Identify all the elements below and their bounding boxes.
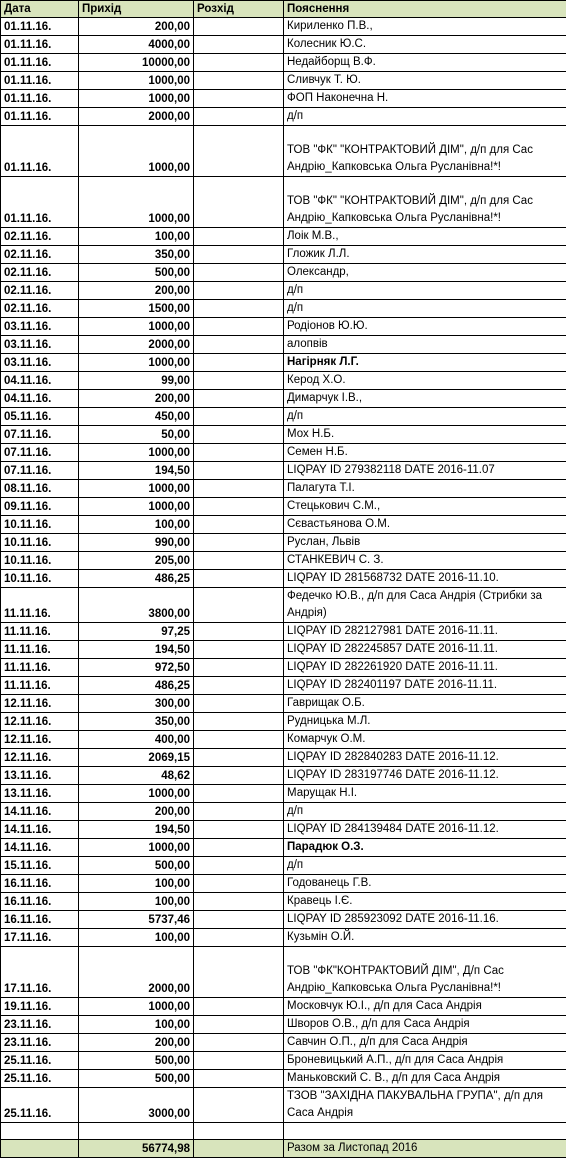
- income-cell: 500,00: [79, 1052, 194, 1070]
- expense-cell: [194, 785, 284, 803]
- date-cell: 03.11.16.: [1, 336, 79, 354]
- expense-cell: [194, 821, 284, 839]
- date-cell: 11.11.16.: [1, 588, 79, 623]
- date-cell: 09.11.16.: [1, 498, 79, 516]
- income-cell: 1000,00: [79, 444, 194, 462]
- note-cell: Родіонов Ю.Ю.: [284, 318, 566, 336]
- date-cell: 07.11.16.: [1, 426, 79, 444]
- table-row: [1, 408, 566, 426]
- note-cell: Димарчук І.В.,: [284, 390, 566, 408]
- note-cell: Олександр,: [284, 264, 566, 282]
- date-cell: 16.11.16.: [1, 911, 79, 929]
- income-cell: 1000,00: [79, 90, 194, 108]
- note-cell: Броневицький А.П., д/п для Саса Андрія: [284, 1052, 566, 1070]
- income-cell: 2000,00: [79, 336, 194, 354]
- expense-cell: [194, 570, 284, 588]
- table-row: [1, 929, 566, 947]
- note-cell: LIQPAY ID 282127981 DATE 2016-11.11.: [284, 623, 566, 641]
- note-cell: LIQPAY ID 284139484 DATE 2016-11.12.: [284, 821, 566, 839]
- header-income: Прихід: [79, 1, 194, 18]
- income-cell: 2000,00: [79, 947, 194, 998]
- expense-cell: [194, 623, 284, 641]
- table-row: [1, 570, 566, 588]
- expense-cell: [194, 516, 284, 534]
- date-cell: 01.11.16.: [1, 126, 79, 177]
- expense-cell: [194, 336, 284, 354]
- income-cell: 200,00: [79, 18, 194, 36]
- table-row: [1, 1070, 566, 1088]
- table-row: [1, 72, 566, 90]
- date-cell: 14.11.16.: [1, 821, 79, 839]
- note-cell: Савчин О.П., д/п для Саса Андрія: [284, 1034, 566, 1052]
- income-cell: 4000,00: [79, 36, 194, 54]
- income-cell: 205,00: [79, 552, 194, 570]
- table-row: [1, 659, 566, 677]
- expense-cell: [194, 228, 284, 246]
- table-row: [1, 641, 566, 659]
- note-cell: Стецькович С.М.,: [284, 498, 566, 516]
- table-row: [1, 677, 566, 695]
- expense-cell: [194, 695, 284, 713]
- date-cell: 05.11.16.: [1, 408, 79, 426]
- expense-cell: [194, 803, 284, 821]
- expense-cell: [194, 126, 284, 177]
- table-row: [1, 246, 566, 264]
- empty-row: [1, 1123, 566, 1140]
- note-cell: LIQPAY ID 281568732 DATE 2016-11.10.: [284, 570, 566, 588]
- income-cell: 300,00: [79, 695, 194, 713]
- date-cell: 03.11.16.: [1, 354, 79, 372]
- note-cell: д/п: [284, 282, 566, 300]
- income-cell: 100,00: [79, 929, 194, 947]
- date-cell: 16.11.16.: [1, 893, 79, 911]
- date-cell: 12.11.16.: [1, 695, 79, 713]
- date-cell: 10.11.16.: [1, 516, 79, 534]
- date-cell: 17.11.16.: [1, 929, 79, 947]
- table-row: [1, 1016, 566, 1034]
- income-cell: 500,00: [79, 1070, 194, 1088]
- note-cell: Рудницька М.Л.: [284, 713, 566, 731]
- note-cell: д/п: [284, 803, 566, 821]
- ledger-body: [1, 18, 566, 1123]
- date-cell: 01.11.16.: [1, 90, 79, 108]
- table-row: [1, 749, 566, 767]
- income-cell: 1000,00: [79, 498, 194, 516]
- date-cell: 01.11.16.: [1, 72, 79, 90]
- expense-cell: [194, 767, 284, 785]
- date-cell: 13.11.16.: [1, 767, 79, 785]
- header-date: Дата: [1, 1, 79, 18]
- note-cell: Недайборщ В.Ф.: [284, 54, 566, 72]
- date-cell: 12.11.16.: [1, 749, 79, 767]
- expense-cell: [194, 893, 284, 911]
- table-row: [1, 108, 566, 126]
- note-cell: LIQPAY ID 282401197 DATE 2016-11.11.: [284, 677, 566, 695]
- expense-cell: [194, 408, 284, 426]
- date-cell: 02.11.16.: [1, 282, 79, 300]
- note-cell: LIQPAY ID 282245857 DATE 2016-11.11.: [284, 641, 566, 659]
- date-cell: 25.11.16.: [1, 1070, 79, 1088]
- expense-cell: [194, 354, 284, 372]
- note-cell: алопвів: [284, 336, 566, 354]
- date-cell: 01.11.16.: [1, 177, 79, 228]
- table-row: [1, 126, 566, 177]
- note-cell: Кириленко П.В.,: [284, 18, 566, 36]
- table-row: [1, 264, 566, 282]
- date-cell: 12.11.16.: [1, 713, 79, 731]
- income-cell: 100,00: [79, 1016, 194, 1034]
- expense-cell: [194, 731, 284, 749]
- income-cell: 486,25: [79, 677, 194, 695]
- income-cell: 1000,00: [79, 177, 194, 228]
- note-cell: LIQPAY ID 283197746 DATE 2016-11.12.: [284, 767, 566, 785]
- note-cell: Колесник Ю.С.: [284, 36, 566, 54]
- table-row: [1, 1034, 566, 1052]
- total-date-cell: [1, 1140, 79, 1158]
- date-cell: 01.11.16.: [1, 36, 79, 54]
- income-cell: 200,00: [79, 803, 194, 821]
- note-cell: ТЗОВ "ЗАХІДНА ПАКУВАЛЬНА ГРУПА", д/п для Саса Андрія: [284, 1088, 566, 1123]
- income-cell: 100,00: [79, 893, 194, 911]
- expense-cell: [194, 677, 284, 695]
- table-row: [1, 177, 566, 228]
- note-cell: Парадюк О.З.: [284, 839, 566, 857]
- table-row: [1, 498, 566, 516]
- income-cell: 1000,00: [79, 480, 194, 498]
- income-cell: 100,00: [79, 516, 194, 534]
- note-cell: д/п: [284, 300, 566, 318]
- date-cell: 23.11.16.: [1, 1034, 79, 1052]
- table-row: [1, 893, 566, 911]
- note-cell: Керод Х.О.: [284, 372, 566, 390]
- income-cell: 99,00: [79, 372, 194, 390]
- expense-cell: [194, 659, 284, 677]
- income-cell: 1000,00: [79, 126, 194, 177]
- note-cell: Кравець І.Є.: [284, 893, 566, 911]
- note-cell: Комарчук О.М.: [284, 731, 566, 749]
- note-cell: Сєвастьянова О.М.: [284, 516, 566, 534]
- income-cell: 194,50: [79, 641, 194, 659]
- expense-cell: [194, 498, 284, 516]
- table-row: [1, 1088, 566, 1123]
- income-cell: 450,00: [79, 408, 194, 426]
- expense-cell: [194, 264, 284, 282]
- note-cell: LIQPAY ID 282261920 DATE 2016-11.11.: [284, 659, 566, 677]
- note-cell: д/п: [284, 857, 566, 875]
- note-cell: LIQPAY ID 285923092 DATE 2016-11.16.: [284, 911, 566, 929]
- expense-cell: [194, 177, 284, 228]
- date-cell: 02.11.16.: [1, 228, 79, 246]
- expense-cell: [194, 1016, 284, 1034]
- expense-cell: [194, 911, 284, 929]
- income-cell: 48,62: [79, 767, 194, 785]
- table-row: [1, 354, 566, 372]
- date-cell: 01.11.16.: [1, 54, 79, 72]
- note-cell: Мох Н.Б.: [284, 426, 566, 444]
- date-cell: 13.11.16.: [1, 785, 79, 803]
- table-row: [1, 90, 566, 108]
- date-cell: 01.11.16.: [1, 108, 79, 126]
- header-row: [1, 1, 566, 18]
- note-cell: ТОВ "ФК" "КОНТРАКТОВИЙ ДІМ", д/п для Сас Андрію_Капковська Ольга Русланівна!*!: [284, 126, 566, 177]
- expense-cell: [194, 713, 284, 731]
- note-cell: ФОП Наконечна Н.: [284, 90, 566, 108]
- date-cell: 10.11.16.: [1, 534, 79, 552]
- table-row: [1, 839, 566, 857]
- empty-cell: [194, 1123, 284, 1140]
- income-cell: 350,00: [79, 246, 194, 264]
- income-cell: 350,00: [79, 713, 194, 731]
- table-row: [1, 998, 566, 1016]
- expense-cell: [194, 318, 284, 336]
- table-row: [1, 390, 566, 408]
- empty-cell: [284, 1123, 566, 1140]
- date-cell: 17.11.16.: [1, 947, 79, 998]
- total-expense-cell: [194, 1140, 284, 1158]
- table-row: [1, 426, 566, 444]
- date-cell: 02.11.16.: [1, 300, 79, 318]
- income-cell: 5737,46: [79, 911, 194, 929]
- table-row: [1, 516, 566, 534]
- table-row: [1, 1052, 566, 1070]
- table-row: [1, 300, 566, 318]
- expense-cell: [194, 282, 284, 300]
- income-cell: 200,00: [79, 1034, 194, 1052]
- table-row: [1, 18, 566, 36]
- income-cell: 194,50: [79, 821, 194, 839]
- expense-cell: [194, 998, 284, 1016]
- note-cell: Семен Н.Б.: [284, 444, 566, 462]
- expense-cell: [194, 90, 284, 108]
- expense-cell: [194, 54, 284, 72]
- income-cell: 500,00: [79, 264, 194, 282]
- table-row: [1, 803, 566, 821]
- expense-cell: [194, 72, 284, 90]
- table-row: [1, 821, 566, 839]
- table-row: [1, 588, 566, 623]
- income-cell: 972,50: [79, 659, 194, 677]
- note-cell: ТОВ "ФК" "КОНТРАКТОВИЙ ДІМ", д/п для Сас Андрію_Капковська Ольга Русланівна!*!: [284, 177, 566, 228]
- income-cell: 1000,00: [79, 72, 194, 90]
- date-cell: 07.11.16.: [1, 444, 79, 462]
- expense-cell: [194, 857, 284, 875]
- expense-cell: [194, 947, 284, 998]
- total-row: [1, 1140, 566, 1158]
- date-cell: 08.11.16.: [1, 480, 79, 498]
- note-cell: Годованець Г.В.: [284, 875, 566, 893]
- date-cell: 02.11.16.: [1, 246, 79, 264]
- note-cell: LIQPAY ID 279382118 DATE 2016-11.07: [284, 462, 566, 480]
- income-cell: 500,00: [79, 857, 194, 875]
- date-cell: 07.11.16.: [1, 462, 79, 480]
- note-cell: д/п: [284, 408, 566, 426]
- date-cell: 23.11.16.: [1, 1016, 79, 1034]
- note-cell: Маньковский С. В., д/п для Саса Андрія: [284, 1070, 566, 1088]
- note-cell: Сливчук Т. Ю.: [284, 72, 566, 90]
- total-amount: 56774,98: [79, 1140, 194, 1158]
- income-cell: 1000,00: [79, 785, 194, 803]
- income-cell: 200,00: [79, 390, 194, 408]
- date-cell: 11.11.16.: [1, 623, 79, 641]
- income-cell: 97,25: [79, 623, 194, 641]
- note-cell: Лоік М.В.,: [284, 228, 566, 246]
- income-cell: 1000,00: [79, 839, 194, 857]
- income-cell: 3800,00: [79, 588, 194, 623]
- note-cell: LIQPAY ID 282840283 DATE 2016-11.12.: [284, 749, 566, 767]
- note-cell: Гложик Л.Л.: [284, 246, 566, 264]
- date-cell: 02.11.16.: [1, 264, 79, 282]
- header-note: Пояснення: [284, 1, 566, 18]
- table-row: [1, 731, 566, 749]
- note-cell: Руслан, Львів: [284, 534, 566, 552]
- table-row: [1, 695, 566, 713]
- empty-cell: [79, 1123, 194, 1140]
- date-cell: 14.11.16.: [1, 803, 79, 821]
- date-cell: 11.11.16.: [1, 641, 79, 659]
- expense-cell: [194, 462, 284, 480]
- expense-cell: [194, 1070, 284, 1088]
- income-cell: 100,00: [79, 228, 194, 246]
- expense-cell: [194, 641, 284, 659]
- date-cell: 11.11.16.: [1, 677, 79, 695]
- table-row: [1, 552, 566, 570]
- income-cell: 1000,00: [79, 998, 194, 1016]
- expense-cell: [194, 1088, 284, 1123]
- empty-cell: [1, 1123, 79, 1140]
- date-cell: 01.11.16.: [1, 18, 79, 36]
- note-cell: Шворов О.В., д/п для Саса Андрія: [284, 1016, 566, 1034]
- table-row: [1, 767, 566, 785]
- table-row: [1, 54, 566, 72]
- note-cell: Московчук Ю.І., д/п для Саса Андрія: [284, 998, 566, 1016]
- income-cell: 194,50: [79, 462, 194, 480]
- expense-cell: [194, 390, 284, 408]
- note-cell: Марущак Н.І.: [284, 785, 566, 803]
- table-row: [1, 947, 566, 998]
- date-cell: 25.11.16.: [1, 1088, 79, 1123]
- date-cell: 04.11.16.: [1, 372, 79, 390]
- income-cell: 10000,00: [79, 54, 194, 72]
- note-cell: Палагута Т.І.: [284, 480, 566, 498]
- table-row: [1, 36, 566, 54]
- income-cell: 3000,00: [79, 1088, 194, 1123]
- date-cell: 19.11.16.: [1, 998, 79, 1016]
- table-row: [1, 282, 566, 300]
- table-row: [1, 534, 566, 552]
- expense-cell: [194, 372, 284, 390]
- date-cell: 10.11.16.: [1, 552, 79, 570]
- expense-cell: [194, 1034, 284, 1052]
- date-cell: 11.11.16.: [1, 659, 79, 677]
- expense-cell: [194, 36, 284, 54]
- income-cell: 2000,00: [79, 108, 194, 126]
- note-cell: д/п: [284, 108, 566, 126]
- note-cell: ТОВ "ФК"КОНТРАКТОВИЙ ДІМ", Д/п Сас Андрію_Капковська Ольга Русланівна!*!: [284, 947, 566, 998]
- income-cell: 200,00: [79, 282, 194, 300]
- income-cell: 100,00: [79, 875, 194, 893]
- table-row: [1, 318, 566, 336]
- note-cell: Нагірняк Л.Г.: [284, 354, 566, 372]
- income-cell: 1500,00: [79, 300, 194, 318]
- date-cell: 25.11.16.: [1, 1052, 79, 1070]
- date-cell: 10.11.16.: [1, 570, 79, 588]
- income-cell: 50,00: [79, 426, 194, 444]
- expense-cell: [194, 246, 284, 264]
- table-row: [1, 462, 566, 480]
- date-cell: 04.11.16.: [1, 390, 79, 408]
- date-cell: 12.11.16.: [1, 731, 79, 749]
- total-label: Разом за Листопад 2016: [284, 1140, 566, 1158]
- expense-cell: [194, 875, 284, 893]
- note-cell: СТАНКЕВИЧ С. З.: [284, 552, 566, 570]
- table-row: [1, 713, 566, 731]
- expense-cell: [194, 749, 284, 767]
- date-cell: 16.11.16.: [1, 875, 79, 893]
- table-row: [1, 785, 566, 803]
- expense-cell: [194, 480, 284, 498]
- expense-cell: [194, 108, 284, 126]
- expense-cell: [194, 18, 284, 36]
- income-cell: 1000,00: [79, 354, 194, 372]
- expense-cell: [194, 300, 284, 318]
- table-row: [1, 623, 566, 641]
- table-row: [1, 911, 566, 929]
- note-cell: Гаврищак О.Б.: [284, 695, 566, 713]
- expense-cell: [194, 444, 284, 462]
- note-cell: Федечко Ю.В., д/п для Саса Андрія (Стрибки за Андрія): [284, 588, 566, 623]
- table-row: [1, 336, 566, 354]
- expense-cell: [194, 588, 284, 623]
- expense-cell: [194, 1052, 284, 1070]
- table-row: [1, 875, 566, 893]
- date-cell: 14.11.16.: [1, 839, 79, 857]
- table-row: [1, 857, 566, 875]
- income-cell: 1000,00: [79, 318, 194, 336]
- table-row: [1, 228, 566, 246]
- expense-cell: [194, 929, 284, 947]
- expense-cell: [194, 426, 284, 444]
- note-cell: Кузьмін О.Й.: [284, 929, 566, 947]
- table-row: [1, 372, 566, 390]
- income-cell: 486,25: [79, 570, 194, 588]
- table-row: [1, 480, 566, 498]
- date-cell: 03.11.16.: [1, 318, 79, 336]
- header-expense: Розхід: [194, 1, 284, 18]
- expense-cell: [194, 534, 284, 552]
- table-row: [1, 444, 566, 462]
- expense-cell: [194, 839, 284, 857]
- income-cell: 990,00: [79, 534, 194, 552]
- income-cell: 400,00: [79, 731, 194, 749]
- expense-cell: [194, 552, 284, 570]
- date-cell: 15.11.16.: [1, 857, 79, 875]
- income-cell: 2069,15: [79, 749, 194, 767]
